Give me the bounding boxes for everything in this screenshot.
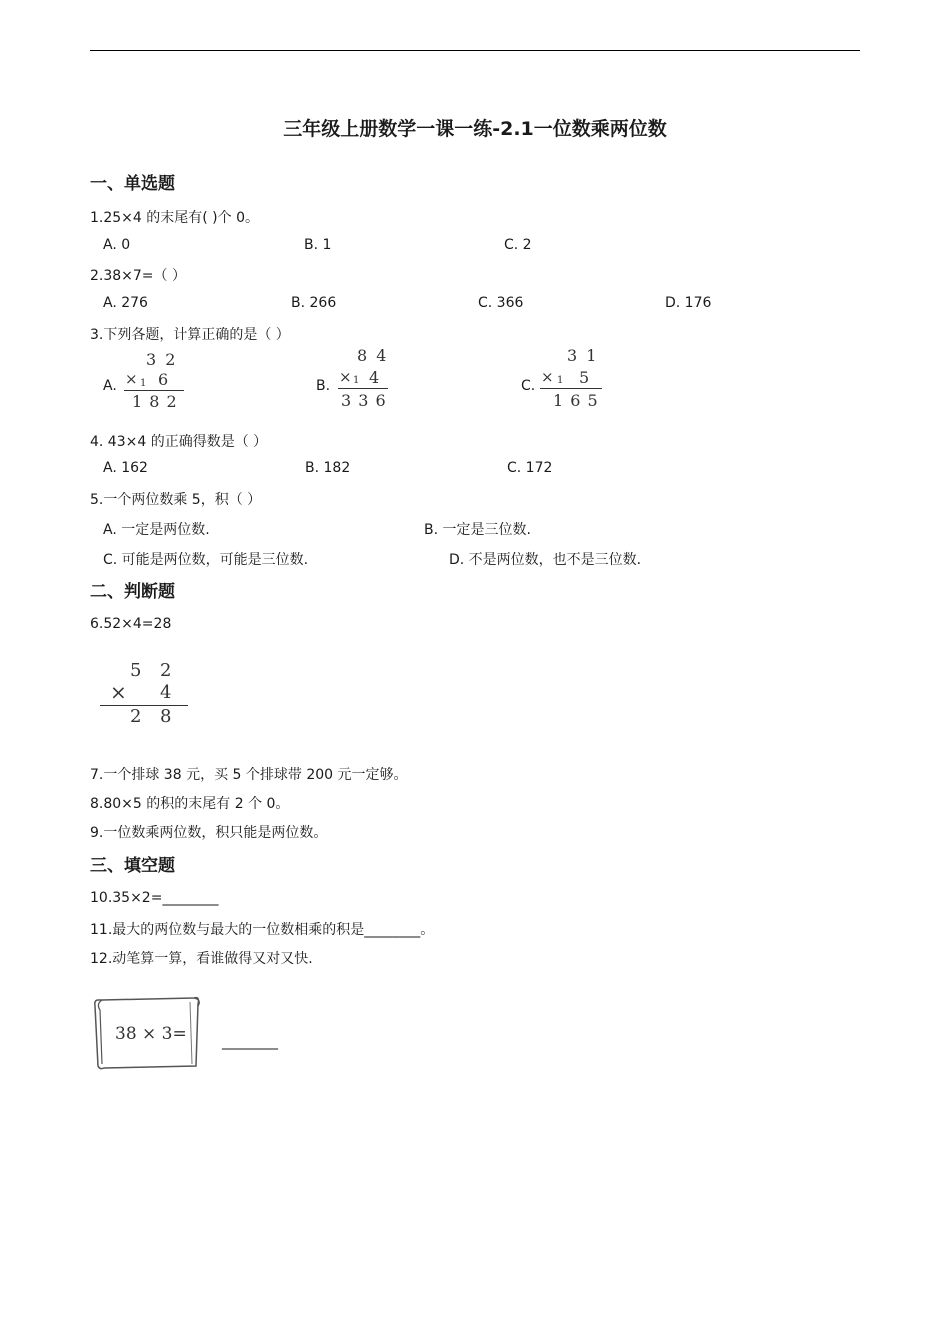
q3-a-line [124, 390, 184, 391]
q1-option-a[interactable]: A. 0 [103, 237, 131, 253]
header-rule [90, 50, 860, 51]
q3-c-top: 3 1 [567, 346, 599, 365]
question-9: 9.一位数乘两位数，积只能是两位数。 [90, 825, 328, 841]
q3-a-result: 1 8 2 [132, 392, 178, 411]
q3-b-top: 8 4 [357, 346, 389, 365]
q3-option-b-label[interactable]: B. [316, 378, 331, 394]
q3-c-bottom: 5 [579, 368, 590, 387]
q3-option-a-label[interactable]: A. [103, 378, 117, 394]
q3-b-carry: 1 [353, 375, 360, 386]
question-11[interactable]: 11.最大的两位数与最大的一位数相乘的积是________。 [90, 922, 435, 938]
q3-option-a-vertical [120, 350, 185, 412]
q3-c-result: 1 6 5 [553, 391, 599, 410]
scroll-expression: 38 × 3= [115, 1024, 187, 1044]
q5-option-c[interactable]: C. 可能是两位数，可能是三位数. [103, 552, 309, 568]
q3-b-line [338, 388, 388, 389]
q1-option-c[interactable]: C. 2 [504, 237, 532, 253]
q3-a-mult: × [125, 370, 138, 388]
q3-c-mult: × [541, 368, 554, 386]
q6-result-tens: 2 [130, 706, 142, 727]
q3-b-result: 3 3 6 [341, 391, 387, 410]
q2-option-d[interactable]: D. 176 [665, 295, 712, 311]
q3-b-mult: × [339, 368, 352, 386]
question-5: 5.一个两位数乘 5，积（ ） [90, 492, 262, 508]
q6-top-tens: 5 [130, 660, 142, 681]
q5-option-b[interactable]: B. 一定是三位数. [424, 522, 531, 538]
q1-option-b[interactable]: B. 1 [304, 237, 332, 253]
q3-a-carry: 1 [140, 378, 147, 389]
q2-option-c[interactable]: C. 366 [478, 295, 524, 311]
question-8: 8.80×5 的积的末尾有 2 个 0。 [90, 796, 290, 812]
section-heading-true-false: 二、判断题 [90, 582, 175, 602]
q3-option-c-vertical [537, 346, 602, 412]
q12-answer-blank[interactable]: ________ [222, 1034, 278, 1050]
q6-vertical [100, 660, 190, 732]
q3-c-carry: 1 [557, 375, 564, 386]
q3-a-top: 3 2 [146, 350, 178, 369]
q4-option-a[interactable]: A. 162 [103, 460, 148, 476]
page-title: 三年级上册数学一课一练-2.1一位数乘两位数 [283, 118, 667, 140]
q6-mult: × [110, 680, 127, 704]
q6-line [100, 705, 188, 706]
q4-option-b[interactable]: B. 182 [305, 460, 351, 476]
question-1: 1.25×4 的末尾有( )个 0。 [90, 210, 259, 226]
question-6: 6.52×4=28 [90, 616, 172, 632]
scroll-illustration [90, 994, 205, 1070]
q2-option-a[interactable]: A. 276 [103, 295, 148, 311]
q3-c-line [540, 388, 602, 389]
q3-option-c-label[interactable]: C. [521, 378, 536, 394]
q6-bottom: 4 [160, 682, 172, 703]
q3-b-bottom: 4 [369, 368, 380, 387]
question-4: 4. 43×4 的正确得数是（ ） [90, 434, 268, 450]
question-12: 12.动笔算一算，看谁做得又对又快. [90, 951, 313, 967]
question-7: 7.一个排球 38 元，买 5 个排球带 200 元一定够。 [90, 767, 408, 783]
q5-option-d[interactable]: D. 不是两位数，也不是三位数. [449, 552, 642, 568]
question-2: 2.38×7=（ ） [90, 268, 186, 284]
q6-top-ones: 2 [160, 660, 172, 681]
q5-option-a[interactable]: A. 一定是两位数. [103, 522, 210, 538]
q2-option-b[interactable]: B. 266 [291, 295, 337, 311]
section-heading-fill-blank: 三、填空题 [90, 856, 175, 876]
question-10[interactable]: 10.35×2=________ [90, 890, 219, 906]
q3-option-b-vertical [335, 346, 395, 412]
q3-a-bottom: 6 [158, 370, 169, 389]
q4-option-c[interactable]: C. 172 [507, 460, 553, 476]
q6-result-ones: 8 [160, 706, 172, 727]
question-3: 3.下列各题，计算正确的是（ ） [90, 327, 290, 343]
section-heading-single-choice: 一、单选题 [90, 174, 175, 194]
